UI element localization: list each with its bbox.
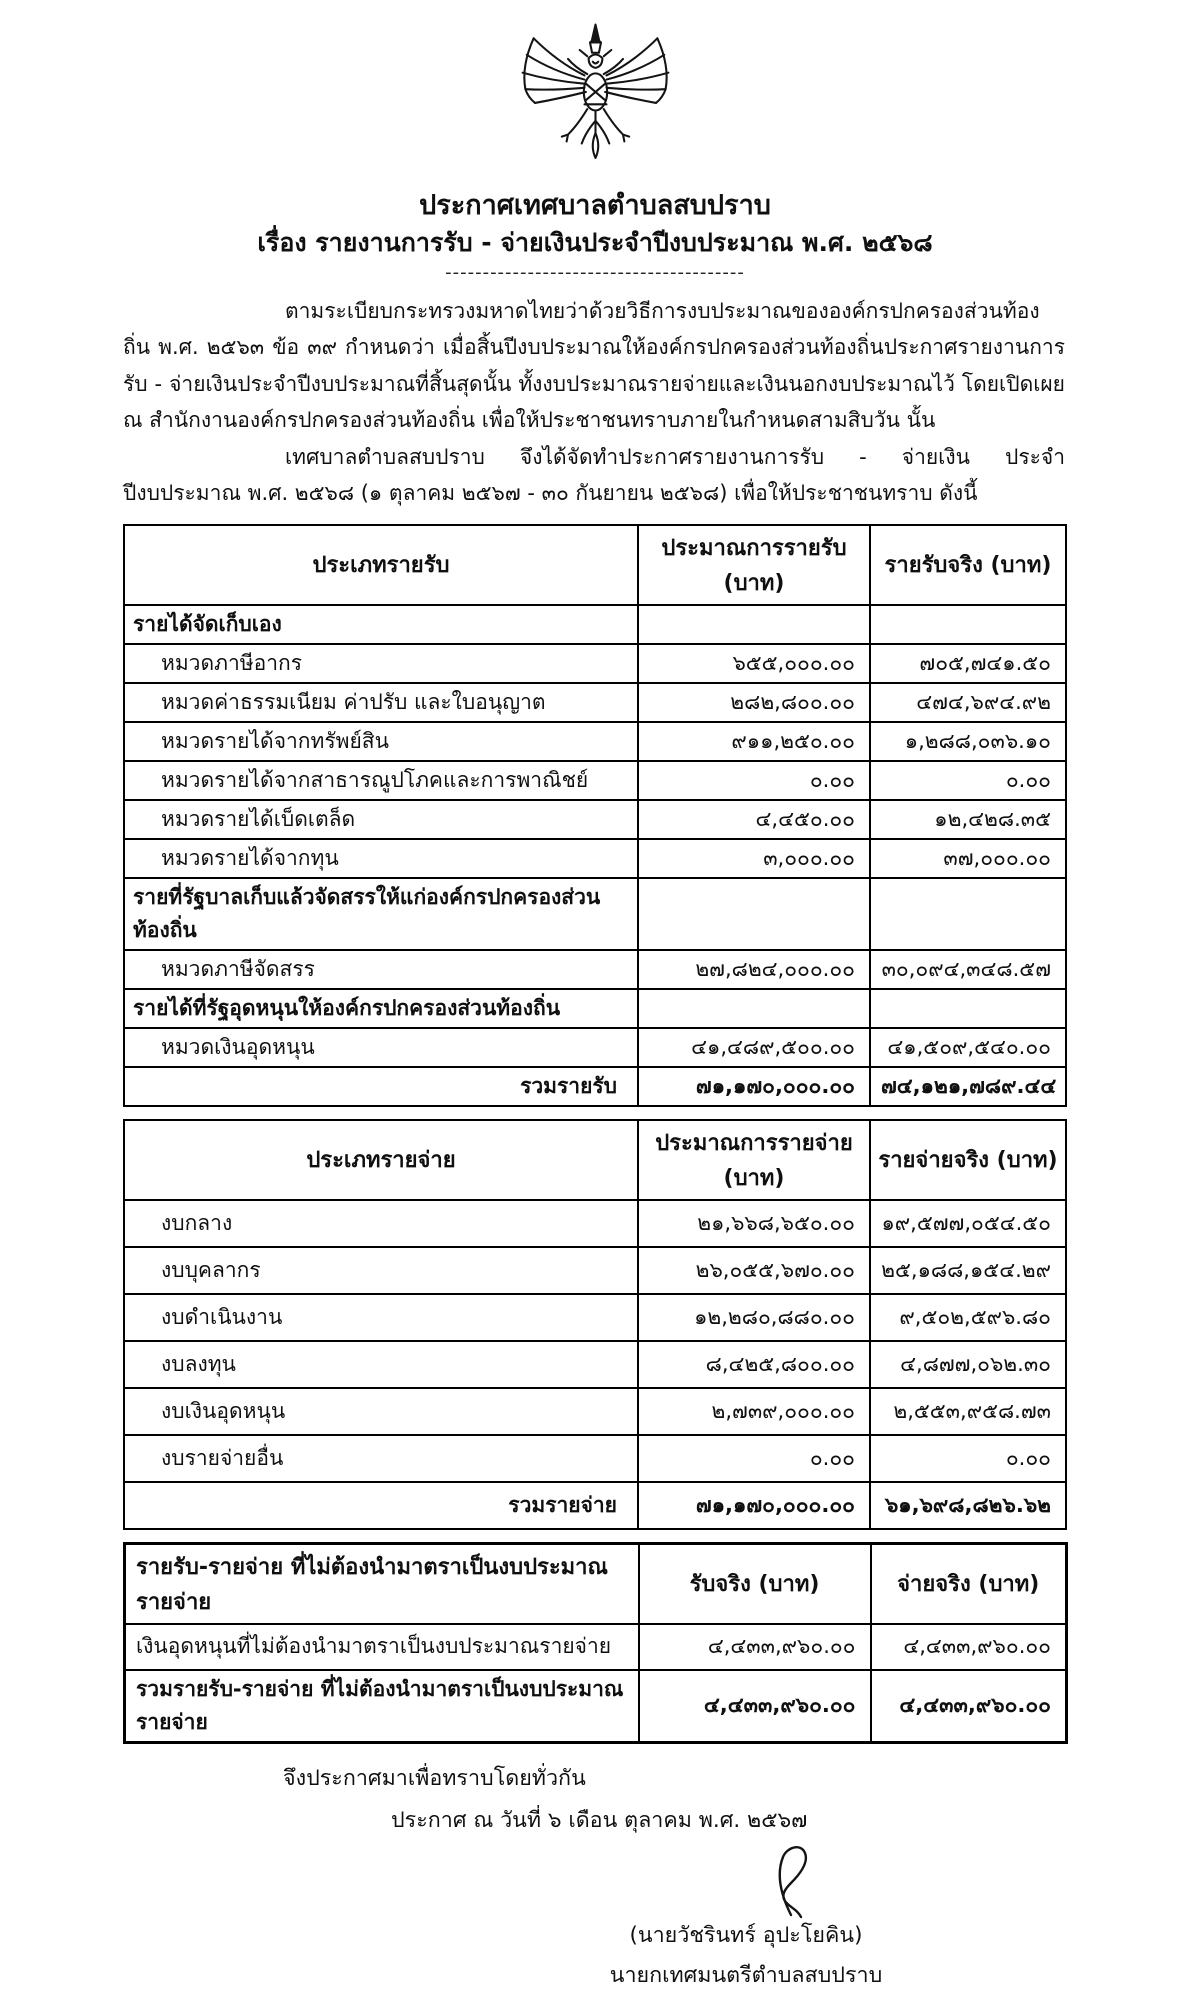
revenue-row-estimate: ๔๑,๔๘๙,๕๐๐.๐๐ (638, 1028, 870, 1067)
expenditure-row-label: งบกลาง (124, 1200, 638, 1247)
revenue-row-actual: ๗๐๕,๗๔๑.๕๐ (870, 644, 1066, 683)
expenditure-total-estimate: ๗๑,๑๗๐,๐๐๐.๐๐ (638, 1482, 870, 1529)
document-body (0, 293, 1190, 1993)
expenditure-row-actual: ๒,๕๕๓,๙๕๘.๗๓ (870, 1388, 1066, 1435)
empty-cell (870, 878, 1066, 950)
expenditure-row-actual: ๑๙,๕๗๗,๐๕๔.๕๐ (870, 1200, 1066, 1247)
revenue-row-estimate: ๓,๐๐๐.๐๐ (638, 839, 870, 878)
nonbudget-row-received: ๔,๔๓๓,๙๖๐.๐๐ (639, 1624, 871, 1670)
revenue-row-actual: ๔๑,๕๐๙,๕๔๐.๐๐ (870, 1028, 1066, 1067)
table-row (125, 1624, 1067, 1670)
revenue-table (123, 524, 1067, 1107)
revenue-row-label: หมวดรายได้เบ็ดเตล็ด (124, 800, 638, 839)
expenditure-row-label: งบเงินอุดหนุน (124, 1388, 638, 1435)
signer-title: นายกเทศมนตรีตำบลสบปราบ (609, 1962, 883, 1988)
expenditure-row-label: งบลงทุน (124, 1341, 638, 1388)
revenue-total-row (124, 1067, 1066, 1106)
revenue-col-type: ประเภทรายรับ (124, 525, 638, 605)
empty-cell (638, 989, 870, 1028)
revenue-col-actual: รายรับจริง (บาท) (870, 525, 1066, 605)
revenue-row-label: หมวดรายได้จากทุน (124, 839, 638, 878)
table-row (124, 761, 1066, 800)
expenditure-row-label: งบรายจ่ายอื่น (124, 1435, 638, 1482)
nonbudget-total-label: รวมรายรับ-รายจ่าย ที่ไม่ต้องนำมาตราเป็นงบประมาณรายจ่าย (125, 1670, 639, 1743)
expenditure-row-actual: ๐.๐๐ (870, 1435, 1066, 1482)
revenue-row-actual: ๔๗๔,๖๙๔.๙๒ (870, 683, 1066, 722)
revenue-section-label: รายได้ที่รัฐอุดหนุนให้องค์กรปกครองส่วนท้องถิ่น (124, 989, 638, 1028)
table-row (124, 605, 1066, 644)
expenditure-row-estimate: ๘,๔๒๕,๘๐๐.๐๐ (638, 1341, 870, 1388)
revenue-row-actual: ๑๒,๔๒๘.๓๕ (870, 800, 1066, 839)
table-row (124, 1247, 1066, 1294)
body-paragraph-2: เทศบาลตำบลสบปราบ จึงได้จัดทำประกาศรายงานการรับ - จ่ายเงิน ประจำปีงบประมาณ พ.ศ. ๒๕๖๘ (๑ ตุลาคม ๒๕๖๗ - ๓๐ กันยายน ๒๕๖๘) เพื่อให้ประชาชนทราบ ดังนี้ (123, 444, 1065, 506)
expenditure-row-estimate: ๒,๗๓๙,๐๐๐.๐๐ (638, 1388, 870, 1435)
table-row (124, 878, 1066, 950)
expenditure-row-label: งบบุคลากร (124, 1247, 638, 1294)
document-subject: เรื่อง รายงานการรับ - จ่ายเงินประจำปีงบประมาณ พ.ศ. ๒๕๖๘ (257, 228, 933, 258)
garuda-emblem-icon (513, 14, 678, 174)
expenditure-total-label: รวมรายจ่าย (124, 1482, 638, 1529)
nonbudget-total-received: ๔,๔๓๓,๙๖๐.๐๐ (639, 1670, 871, 1743)
expenditure-row-label: งบดำเนินงาน (124, 1294, 638, 1341)
revenue-total-estimate: ๗๑,๑๗๐,๐๐๐.๐๐ (638, 1067, 870, 1106)
expenditure-col-estimate: ประมาณการรายจ่าย (บาท) (638, 1120, 870, 1200)
revenue-row-estimate: ๒๘๒,๘๐๐.๐๐ (638, 683, 870, 722)
expenditure-total-row (124, 1482, 1066, 1529)
nonbudget-table (123, 1542, 1068, 1744)
empty-cell (638, 605, 870, 644)
table-row (124, 1388, 1066, 1435)
nonbudget-row-paid: ๔,๔๓๓,๙๖๐.๐๐ (871, 1624, 1067, 1670)
nonbudget-header-row (125, 1543, 1067, 1624)
table-row (124, 644, 1066, 683)
announcement-date: ประกาศ ณ วันที่ ๖ เดือน ตุลาคม พ.ศ. ๒๕๖๗ (391, 1808, 808, 1834)
revenue-row-label: หมวดค่าธรรมเนียม ค่าปรับ และใบอนุญาต (124, 683, 638, 722)
table-row (124, 1435, 1066, 1482)
expenditure-row-estimate: ๒๑,๖๖๘,๖๕๐.๐๐ (638, 1200, 870, 1247)
table-row (124, 950, 1066, 989)
page-title: ประกาศเทศบาลตำบลสบปราบ (419, 190, 771, 221)
table-row (124, 989, 1066, 1028)
table-row (124, 1028, 1066, 1067)
empty-cell (870, 989, 1066, 1028)
revenue-section-label: รายได้จัดเก็บเอง (124, 605, 638, 644)
revenue-row-actual: ๐.๐๐ (870, 761, 1066, 800)
revenue-row-actual: ๑,๒๘๘,๐๓๖.๑๐ (870, 722, 1066, 761)
nonbudget-total-paid: ๔,๔๓๓,๙๖๐.๐๐ (871, 1670, 1067, 1743)
revenue-row-label: หมวดภาษีอากร (124, 644, 638, 683)
revenue-row-actual: ๓๐,๐๙๔,๓๔๘.๕๗ (870, 950, 1066, 989)
revenue-col-estimate: ประมาณการรายรับ (บาท) (638, 525, 870, 605)
revenue-header-row (124, 525, 1066, 605)
revenue-row-estimate: ๙๑๑,๒๕๐.๐๐ (638, 722, 870, 761)
revenue-row-label: หมวดภาษีจัดสรร (124, 950, 638, 989)
revenue-row-estimate: ๐.๐๐ (638, 761, 870, 800)
table-row (124, 683, 1066, 722)
expenditure-row-estimate: ๑๒,๒๘๐,๘๘๐.๐๐ (638, 1294, 870, 1341)
revenue-row-estimate: ๔,๔๕๐.๐๐ (638, 800, 870, 839)
table-row (124, 1341, 1066, 1388)
nonbudget-total-row (125, 1670, 1067, 1743)
expenditure-total-actual: ๖๑,๖๙๘,๘๒๖.๖๒ (870, 1482, 1066, 1529)
expenditure-col-actual: รายจ่ายจริง (บาท) (870, 1120, 1066, 1200)
table-row (124, 800, 1066, 839)
expenditure-row-actual: ๙,๕๐๒,๕๙๖.๘๐ (870, 1294, 1066, 1341)
revenue-row-label: หมวดรายได้จากทรัพย์สิน (124, 722, 638, 761)
emblem-container (0, 0, 1190, 178)
signature-block (531, 1841, 961, 1993)
nonbudget-col-type: รายรับ-รายจ่าย ที่ไม่ต้องนำมาตราเป็นงบประมาณรายจ่าย (125, 1543, 639, 1624)
revenue-total-actual: ๗๔,๑๒๑,๗๘๙.๔๔ (870, 1067, 1066, 1106)
expenditure-row-actual: ๔,๘๗๗,๐๖๒.๓๐ (870, 1341, 1066, 1388)
revenue-row-label: หมวดเงินอุดหนุน (124, 1028, 638, 1067)
table-row (124, 722, 1066, 761)
revenue-row-label: หมวดรายได้จากสาธารณูปโภคและการพาณิชย์ (124, 761, 638, 800)
revenue-section-label: รายที่รัฐบาลเก็บแล้วจัดสรรให้แก่องค์กรปกครองส่วนท้องถิ่น (124, 878, 638, 950)
nonbudget-col-received: รับจริง (บาท) (639, 1543, 871, 1624)
expenditure-row-estimate: ๐.๐๐ (638, 1435, 870, 1482)
empty-cell (870, 605, 1066, 644)
body-paragraph-1: ตามระเบียบกระทรวงมหาดไทยว่าด้วยวิธีการงบประมาณขององค์กรปกครองส่วนท้องถิ่น พ.ศ. ๒๕๖๓ ข้อ ๓๙ กำหนดว่า เมื่อสิ้นปีงบประมาณให้องค์กรปกครองส่วนท้องถิ่นประกาศรายงานการรับ - จ่ายเงินประจำปีงบประมาณที่สิ้นสุดนั้น ทั้งงบประมาณรายจ่ายและเงินนอกงบประมาณไว้ โดยเปิดเผย ณ สำนักงานองค์กรปกครองส่วนท้องถิ่น เพื่อให้ประชาชนทราบภายในกำหนดสามสิบวัน นั้น (123, 298, 1065, 433)
revenue-row-actual: ๓๗,๐๐๐.๐๐ (870, 839, 1066, 878)
table-row (124, 1200, 1066, 1247)
signer-name: (นายวัชรินทร์ อุปะโยคิน) (629, 1922, 863, 1948)
expenditure-col-type: ประเภทรายจ่าย (124, 1120, 638, 1200)
table-row (124, 1294, 1066, 1341)
table-row (124, 839, 1066, 878)
expenditure-header-row (124, 1120, 1066, 1200)
divider-line: ---------------------------------------- (445, 261, 745, 283)
closing-announcement: จึงประกาศมาเพื่อทราบโดยทั่วกัน (283, 1765, 586, 1791)
empty-cell (638, 878, 870, 950)
revenue-row-estimate: ๒๗,๘๒๔,๐๐๐.๐๐ (638, 950, 870, 989)
revenue-row-estimate: ๖๕๕,๐๐๐.๐๐ (638, 644, 870, 683)
closing-section (123, 1762, 1065, 1993)
revenue-total-label: รวมรายรับ (124, 1067, 638, 1106)
signature-icon (763, 1841, 821, 1921)
nonbudget-col-paid: จ่ายจริง (บาท) (871, 1543, 1067, 1624)
expenditure-row-estimate: ๒๖,๐๕๕,๖๗๐.๐๐ (638, 1247, 870, 1294)
nonbudget-row-label: เงินอุดหนุนที่ไม่ต้องนำมาตราเป็นงบประมาณรายจ่าย (125, 1624, 639, 1670)
expenditure-row-actual: ๒๕,๑๘๘,๑๕๔.๒๙ (870, 1247, 1066, 1294)
expenditure-table (123, 1119, 1067, 1530)
